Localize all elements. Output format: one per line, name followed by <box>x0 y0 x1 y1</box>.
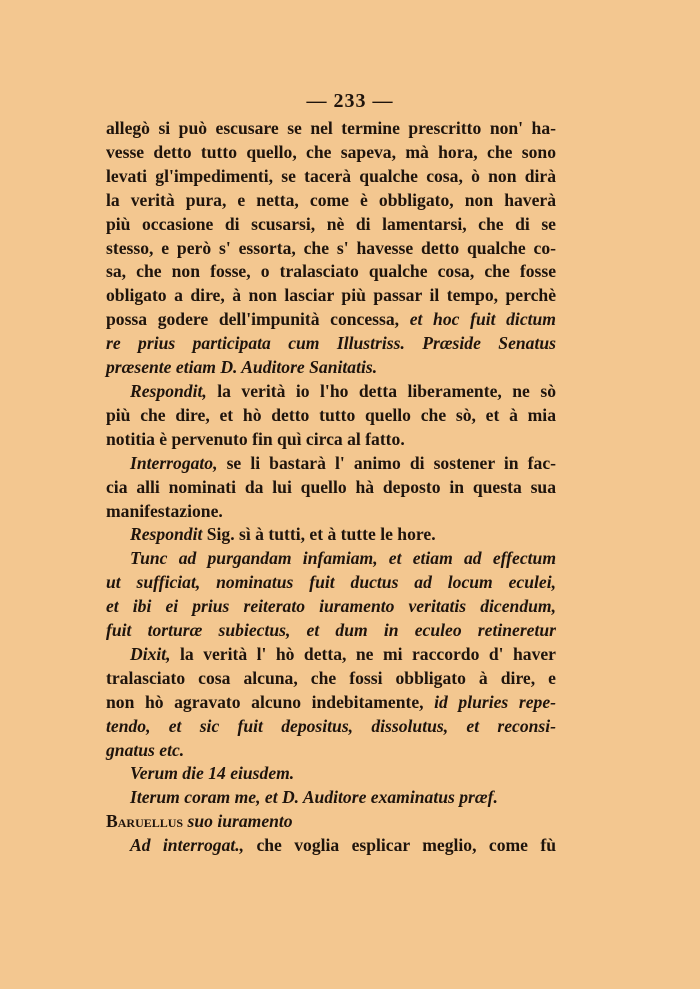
roman-text: Sig. sì à tutti, et à tutte le hore. <box>202 524 436 545</box>
roman-text: possa godere dell'impunità concessa, <box>106 309 410 330</box>
text-line: Verum die 14 eiusdem. <box>130 763 295 784</box>
text-line <box>106 691 556 715</box>
text-line: la verità pura, e netta, come è obbligato, non haverà <box>106 189 556 210</box>
roman-text: la verità l' hò detta, ne mi raccordo d' haver <box>170 643 556 664</box>
roman-text: la verità io l'ho detta liberamente, ne sò <box>206 380 556 401</box>
text-line: più che dire, et hò detto tutto quello che sò, et à mia <box>106 404 556 425</box>
text-line <box>106 643 556 667</box>
text-line: tralasciato cosa alcuna, che fossi obbligato à dire, e <box>106 667 556 688</box>
italic-text: Respondit, <box>130 380 207 401</box>
text-line: più occasione di scusarsi, nè di lamentarsi, che di se <box>106 213 556 234</box>
text-line: obligato a dire, à non lasciar più passar il tempo, perchè <box>106 285 556 306</box>
italic-text: Respondit <box>130 524 203 545</box>
italic-text: id pluries repe- <box>434 691 556 712</box>
body-text <box>106 117 556 858</box>
text-line <box>106 810 556 834</box>
text-line <box>106 523 556 547</box>
page-number: — 233 — <box>306 90 394 112</box>
italic-text: et hoc fuit dictum <box>409 309 556 330</box>
roman-text: che voglia esplicar meglio, come fù <box>244 835 556 856</box>
italic-text: Interrogato, <box>130 452 218 473</box>
italic-text: suo iuramento <box>183 811 293 832</box>
italic-text: Ad interrogat., <box>130 835 245 856</box>
text-line: cia alli nominati da lui quello hà deposto in questa sua <box>106 476 556 497</box>
roman-text: se li bastarà l' animo di sostener in fac- <box>217 452 556 473</box>
text-line: manifestazione. <box>106 500 223 521</box>
text-line <box>106 308 556 332</box>
text-line: sa, che non fosse, o tralasciato qualche cosa, che fosse <box>106 261 556 282</box>
text-line: et ibi ei prius reiterato iuramento veritatis dicendum, <box>106 596 556 617</box>
text-line: stesso, e però s' essorta, che s' havesse detto qualche co- <box>106 237 556 258</box>
text-line: Tunc ad purgandam infamiam, et etiam ad effectum <box>130 548 556 569</box>
text-line: fuit torturæ subiectus, et dum in eculeo retineretur <box>106 620 556 641</box>
text-line: allegò si può escusare se nel termine prescritto non' ha- <box>106 118 556 138</box>
text-line <box>106 380 556 404</box>
roman-text: non hò agravato alcuno indebitamente, <box>106 691 435 712</box>
text-line: vesse detto tutto quello, che sapeva, mà hora, che sono <box>106 141 556 162</box>
text-line: levati gl'impedimenti, se tacerà qualche cosa, ò non dirà <box>106 165 556 186</box>
text-line: re prius participata cum Illustriss. Præside Senatus <box>106 333 556 354</box>
text-line <box>106 452 556 476</box>
text-line: tendo, et sic fuit depositus, dissolutus, et reconsi- <box>106 715 556 736</box>
small-caps-text: Baruellus <box>106 811 184 832</box>
text-line: Iterum coram me, et D. Auditore examinatus præf. <box>130 787 498 808</box>
text-line <box>106 834 556 858</box>
text-line: gnatus etc. <box>106 739 185 760</box>
text-line: notitia è pervenuto fin quì circa al fatto. <box>106 428 405 449</box>
text-line: ut sufficiat, nominatus fuit ductus ad locum eculei, <box>106 572 556 593</box>
text-line: præsente etiam D. Auditore Sanitatis. <box>106 357 378 378</box>
italic-text: Dixit, <box>130 643 171 664</box>
